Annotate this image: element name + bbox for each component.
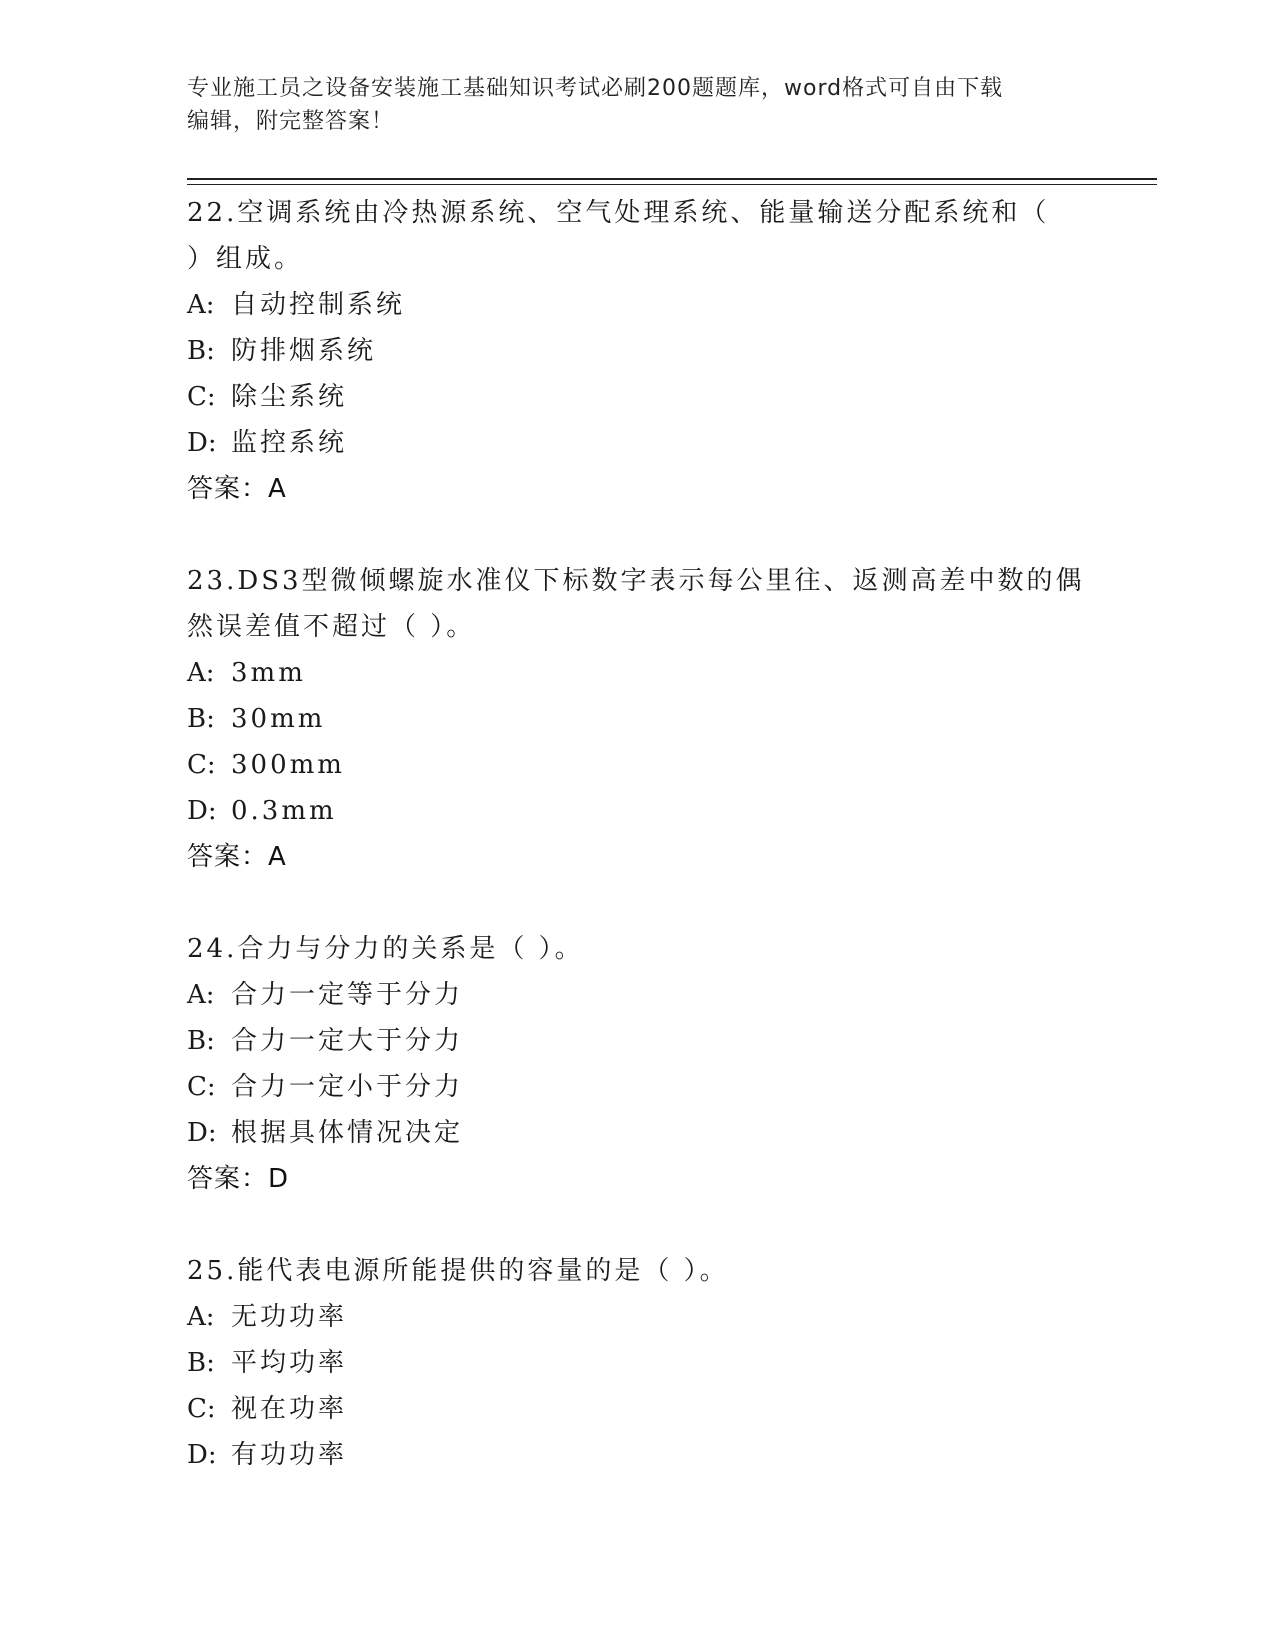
- header-line-1: 专业施工员之设备安装施工基础知识考试必刷200题题库，word格式可自由下载: [187, 76, 1004, 101]
- option-c: [187, 742, 1087, 788]
- question-text-line: ）组成。: [187, 244, 304, 274]
- option-text: 根据具体情况决定: [231, 1118, 464, 1148]
- option-text: 除尘系统: [231, 382, 348, 412]
- option-text: 无功功率: [231, 1302, 348, 1332]
- answer-line: 答案：A: [187, 474, 287, 504]
- answer-line: 答案：D: [187, 1164, 290, 1194]
- option-letter: C:: [187, 1394, 216, 1424]
- answer-line: 答案：A: [187, 842, 287, 872]
- document-header: [187, 72, 1077, 138]
- option-letter: A:: [187, 658, 215, 688]
- question-23: [187, 558, 1087, 880]
- option-c: [187, 1064, 1087, 1110]
- question-spacer: [187, 1202, 1087, 1248]
- option-letter: B:: [187, 1348, 215, 1378]
- header-line-2: 编辑，附完整答案！: [187, 109, 395, 134]
- option-letter: C:: [187, 1072, 216, 1102]
- question-text-line: 22.空调系统由冷热源系统、空气处理系统、能量输送分配系统和（: [187, 198, 1050, 228]
- option-text: 合力一定小于分力: [231, 1072, 464, 1102]
- option-text: 平均功率: [231, 1348, 348, 1378]
- option-letter: A:: [187, 1302, 215, 1332]
- option-text: 防排烟系统: [231, 336, 377, 366]
- option-text: 3mm: [231, 658, 306, 688]
- option-a: [187, 1294, 1087, 1340]
- option-b: [187, 1018, 1087, 1064]
- option-b: [187, 1340, 1087, 1386]
- option-d: [187, 1110, 1087, 1156]
- option-text: 0.3mm: [231, 796, 337, 826]
- option-text: 30mm: [231, 704, 326, 734]
- option-d: [187, 420, 1087, 466]
- option-a: [187, 650, 1087, 696]
- question-text-line: 然误差值不超过（ ）。: [187, 612, 476, 642]
- header-divider-thin: [187, 184, 1157, 185]
- option-text: 300mm: [231, 750, 345, 780]
- header-divider-thick: [187, 178, 1157, 180]
- option-c: [187, 374, 1087, 420]
- option-a: [187, 282, 1087, 328]
- question-text-line: 25.能代表电源所能提供的容量的是（ ）。: [187, 1256, 729, 1286]
- question-24: [187, 926, 1087, 1202]
- question-list: [187, 190, 1087, 1478]
- question-22: [187, 190, 1087, 512]
- option-text: 监控系统: [231, 428, 348, 458]
- option-letter: D:: [187, 1118, 217, 1148]
- option-letter: B:: [187, 704, 215, 734]
- option-d: [187, 788, 1087, 834]
- option-text: 自动控制系统: [231, 290, 406, 320]
- option-letter: A:: [187, 290, 215, 320]
- option-text: 有功功率: [231, 1440, 348, 1470]
- question-spacer: [187, 512, 1087, 558]
- option-letter: B:: [187, 1026, 215, 1056]
- option-b: [187, 696, 1087, 742]
- question-text-line: 23.DS3型微倾螺旋水准仪下标数字表示每公里往、返测高差中数的偶: [187, 566, 1085, 596]
- option-letter: C:: [187, 750, 216, 780]
- option-text: 视在功率: [231, 1394, 348, 1424]
- question-spacer: [187, 880, 1087, 926]
- option-letter: D:: [187, 428, 217, 458]
- option-letter: B:: [187, 336, 215, 366]
- option-a: [187, 972, 1087, 1018]
- question-text-line: 24.合力与分力的关系是（ ）。: [187, 934, 584, 964]
- option-letter: D:: [187, 796, 217, 826]
- option-text: 合力一定大于分力: [231, 1026, 464, 1056]
- option-letter: A:: [187, 980, 215, 1010]
- option-c: [187, 1386, 1087, 1432]
- option-letter: D:: [187, 1440, 217, 1470]
- option-d: [187, 1432, 1087, 1478]
- option-letter: C:: [187, 382, 216, 412]
- option-b: [187, 328, 1087, 374]
- option-text: 合力一定等于分力: [231, 980, 464, 1010]
- question-25: [187, 1248, 1087, 1478]
